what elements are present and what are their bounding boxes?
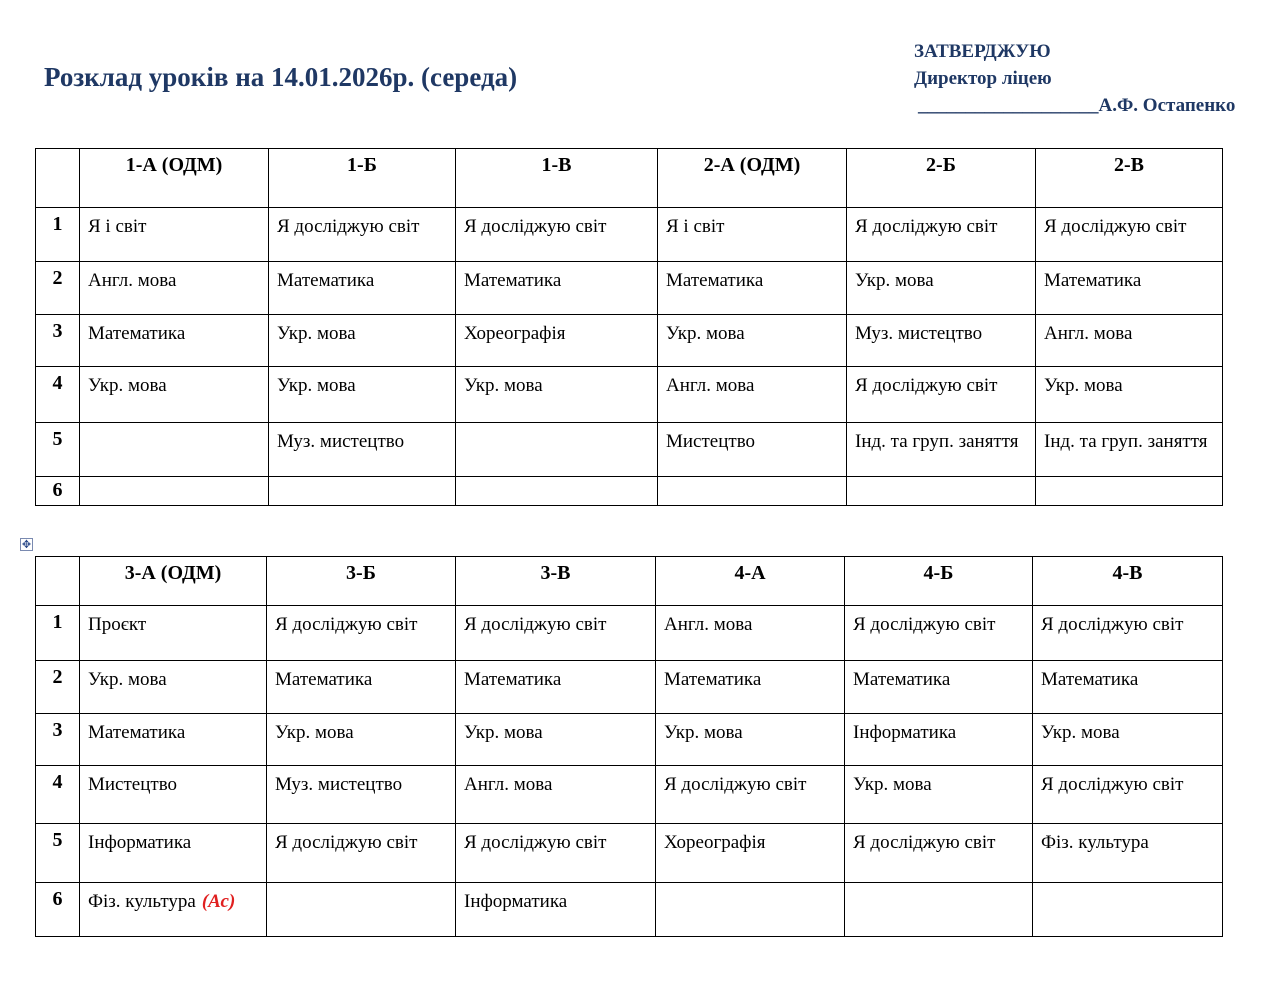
class-header: 4-В bbox=[1033, 557, 1223, 606]
lesson-cell: Математика bbox=[80, 315, 269, 367]
lesson-cell: Англ. мова bbox=[80, 262, 269, 315]
table-row bbox=[36, 606, 1223, 661]
lesson-number: 2 bbox=[36, 262, 80, 315]
lesson-number: 4 bbox=[36, 766, 80, 824]
lesson-number: 6 bbox=[36, 477, 80, 506]
lesson-cell: Я і світ bbox=[80, 208, 269, 262]
lesson-cell: Я досліджую світ bbox=[456, 824, 656, 883]
lesson-cell: Я досліджую світ bbox=[269, 208, 456, 262]
class-header: 3-В bbox=[456, 557, 656, 606]
move-arrows-icon: ✥ bbox=[21, 538, 32, 551]
lesson-cell: Інд. та груп. заняття bbox=[847, 423, 1036, 477]
table-row bbox=[36, 766, 1223, 824]
lesson-cell bbox=[456, 423, 658, 477]
lesson-cell: Укр. мова bbox=[1033, 714, 1223, 766]
class-header: 4-А bbox=[656, 557, 845, 606]
table-row bbox=[36, 315, 1223, 367]
lesson-number: 3 bbox=[36, 315, 80, 367]
lesson-cell: Укр. мова bbox=[1036, 367, 1223, 423]
lesson-cell: Інформатика bbox=[80, 824, 267, 883]
table-row bbox=[36, 367, 1223, 423]
table-move-handle[interactable] bbox=[20, 538, 33, 551]
lesson-cell: Англ. мова bbox=[1036, 315, 1223, 367]
lesson-cell: Проєкт bbox=[80, 606, 267, 661]
lesson-cell: Укр. мова bbox=[456, 367, 658, 423]
lesson-cell bbox=[656, 883, 845, 937]
lesson-cell: Хореографія bbox=[656, 824, 845, 883]
lesson-subject: Фіз. культура bbox=[88, 891, 196, 912]
lesson-cell bbox=[1036, 477, 1223, 506]
lesson-cell: Укр. мова bbox=[456, 714, 656, 766]
table-row bbox=[36, 477, 1223, 506]
lesson-cell: Математика bbox=[656, 661, 845, 714]
lesson-cell: Математика bbox=[269, 262, 456, 315]
lesson-cell: Я досліджую світ bbox=[1033, 606, 1223, 661]
lesson-cell: Математика bbox=[267, 661, 456, 714]
class-header: 3-Б bbox=[267, 557, 456, 606]
lesson-cell: Математика bbox=[80, 714, 267, 766]
lesson-cell bbox=[269, 477, 456, 506]
lesson-cell: Укр. мова bbox=[847, 262, 1036, 315]
lesson-cell: Укр. мова bbox=[658, 315, 847, 367]
approval-block bbox=[914, 38, 1235, 119]
lesson-cell: Я досліджую світ bbox=[845, 606, 1033, 661]
lesson-cell: Укр. мова bbox=[269, 367, 456, 423]
lesson-cell: Я досліджую світ bbox=[456, 606, 656, 661]
lesson-number: 1 bbox=[36, 606, 80, 661]
lesson-cell: Математика bbox=[845, 661, 1033, 714]
lesson-cell bbox=[1033, 883, 1223, 937]
approval-heading: ЗАТВЕРДЖУЮ bbox=[914, 41, 1051, 62]
class-header: 4-Б bbox=[845, 557, 1033, 606]
corner-cell bbox=[36, 557, 80, 606]
lesson-cell: Англ. мова bbox=[658, 367, 847, 423]
lesson-cell: Фіз. культура bbox=[1033, 824, 1223, 883]
lesson-cell: Математика bbox=[1036, 262, 1223, 315]
table-row bbox=[36, 262, 1223, 315]
table-row bbox=[36, 423, 1223, 477]
lesson-cell: Я і світ bbox=[658, 208, 847, 262]
lesson-cell bbox=[456, 477, 658, 506]
lesson-cell: Хореографія bbox=[456, 315, 658, 367]
lesson-cell: Мистецтво bbox=[658, 423, 847, 477]
lesson-cell: Укр. мова bbox=[845, 766, 1033, 824]
corner-cell bbox=[36, 149, 80, 208]
lesson-cell bbox=[847, 477, 1036, 506]
lesson-number: 5 bbox=[36, 423, 80, 477]
lesson-cell: Я досліджую світ bbox=[1036, 208, 1223, 262]
lesson-cell: Укр. мова bbox=[80, 367, 269, 423]
class-header: 1-Б bbox=[269, 149, 456, 208]
director-signature-line: ___________________А.Ф. Остапенко bbox=[918, 95, 1236, 116]
lesson-cell: Укр. мова bbox=[267, 714, 456, 766]
class-header: 3-А (ОДМ) bbox=[80, 557, 267, 606]
table-row bbox=[36, 824, 1223, 883]
lesson-cell: Англ. мова bbox=[656, 606, 845, 661]
lesson-cell: Математика bbox=[1033, 661, 1223, 714]
class-header: 1-А (ОДМ) bbox=[80, 149, 269, 208]
class-header: 2-Б bbox=[847, 149, 1036, 208]
page-title: Розклад уроків на 14.01.2026р. (середа) bbox=[44, 62, 518, 92]
schedule-table-grades-1-2 bbox=[35, 148, 1223, 506]
class-header: 1-В bbox=[456, 149, 658, 208]
lesson-cell: Я досліджую світ bbox=[847, 367, 1036, 423]
lesson-cell: Я досліджую світ bbox=[1033, 766, 1223, 824]
lesson-number: 4 bbox=[36, 367, 80, 423]
table-row bbox=[36, 883, 1223, 937]
lesson-cell bbox=[845, 883, 1033, 937]
lesson-cell: Я досліджую світ bbox=[845, 824, 1033, 883]
lesson-number: 1 bbox=[36, 208, 80, 262]
lesson-number: 2 bbox=[36, 661, 80, 714]
lesson-cell: Математика bbox=[456, 262, 658, 315]
lesson-cell bbox=[658, 477, 847, 506]
lesson-cell: Математика bbox=[456, 661, 656, 714]
lesson-cell: Інформатика bbox=[456, 883, 656, 937]
lesson-cell: Я досліджую світ bbox=[456, 208, 658, 262]
approval-position: Директор ліцею bbox=[914, 68, 1052, 89]
table-row bbox=[36, 661, 1223, 714]
lesson-cell: Я досліджую світ bbox=[656, 766, 845, 824]
table-row bbox=[36, 714, 1223, 766]
lesson-cell: Укр. мова bbox=[80, 661, 267, 714]
lesson-cell: Я досліджую світ bbox=[847, 208, 1036, 262]
class-header: 2-В bbox=[1036, 149, 1223, 208]
lesson-cell: Я досліджую світ bbox=[267, 606, 456, 661]
lesson-number: 5 bbox=[36, 824, 80, 883]
lesson-cell bbox=[80, 477, 269, 506]
class-header: 2-А (ОДМ) bbox=[658, 149, 847, 208]
lesson-cell: Інформатика bbox=[845, 714, 1033, 766]
lesson-cell bbox=[267, 883, 456, 937]
lesson-cell: Математика bbox=[658, 262, 847, 315]
lesson-number: 6 bbox=[36, 883, 80, 937]
lesson-cell: Англ. мова bbox=[456, 766, 656, 824]
teacher-marker: (Ас) bbox=[201, 891, 236, 912]
lesson-cell: Укр. мова bbox=[656, 714, 845, 766]
schedule-table-grades-3-4 bbox=[35, 556, 1223, 937]
lesson-cell bbox=[80, 883, 267, 937]
table-row bbox=[36, 208, 1223, 262]
lesson-cell: Муз. мистецтво bbox=[269, 423, 456, 477]
lesson-cell: Я досліджую світ bbox=[267, 824, 456, 883]
lesson-cell: Муз. мистецтво bbox=[847, 315, 1036, 367]
lesson-cell: Муз. мистецтво bbox=[267, 766, 456, 824]
lesson-number: 3 bbox=[36, 714, 80, 766]
lesson-cell: Укр. мова bbox=[269, 315, 456, 367]
lesson-cell bbox=[80, 423, 269, 477]
lesson-cell: Інд. та груп. заняття bbox=[1036, 423, 1223, 477]
lesson-cell: Мистецтво bbox=[80, 766, 267, 824]
